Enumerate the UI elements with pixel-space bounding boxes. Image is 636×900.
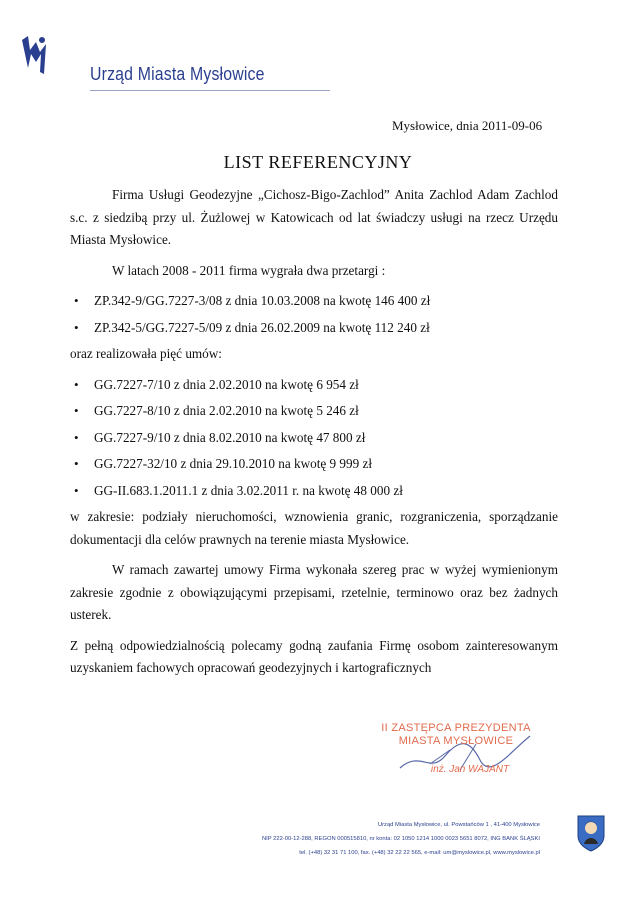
office-name: Urząd Miasta Mysłowice bbox=[90, 64, 265, 84]
scope-paragraph: w zakresie: podziały nieruchomości, wznowienia granic, rozgraniczenia, sporządzanie dokumentacji dla celów prawnych na terenie miasta Mysłowice. bbox=[70, 509, 558, 547]
tenders-list bbox=[70, 290, 558, 339]
bullet-icon: • bbox=[74, 456, 79, 471]
list-item: • ZP.342-5/GG.7227-5/09 z dnia 26.02.2009 na kwotę 112 240 zł bbox=[70, 317, 558, 340]
footer-address: Urząd Miasta Mysłowice, ul. Powstańców 1 , 41-400 Mysłowice bbox=[377, 822, 540, 828]
document-title: LIST REFERENCYJNY bbox=[223, 152, 413, 172]
header-divider bbox=[90, 90, 330, 91]
letter-body bbox=[70, 184, 558, 680]
list-item: • GG.7227-7/10 z dnia 2.02.2010 na kwotę 6 954 zł bbox=[70, 374, 558, 397]
list-item: • GG.7227-8/10 z dnia 2.02.2010 na kwotę 5 246 zł bbox=[70, 400, 558, 423]
performance-paragraph: W ramach zawartej umowy Firma wykonała szereg prac w wyżej wymienionym zakresie zgodnie z obowiązującymi przepisami, rzetelnie, terminowo oraz bez żadnych usterek. bbox=[70, 562, 558, 622]
list-item: • GG.7227-32/10 z dnia 29.10.2010 na kwotę 9 999 zł bbox=[70, 453, 558, 476]
bullet-icon: • bbox=[74, 376, 79, 392]
recommendation-paragraph: Z pełną odpowiedzialnością polecamy godną zaufania Firmę osobom zainteresowanym uzyskaniem fachowych opracowań geodezyjnych i kartograficznych bbox=[70, 637, 558, 675]
city-logo-icon bbox=[18, 34, 52, 78]
list-item: • GG-II.683.1.2011.1 z dnia 3.02.2011 r. na kwotę 48 000 zł bbox=[70, 480, 558, 503]
list-item: • GG.7227-9/10 z dnia 8.02.2010 na kwotę 47 800 zł bbox=[70, 427, 558, 450]
contracts-list bbox=[70, 374, 558, 503]
list-item: • ZP.342-9/GG.7227-3/08 z dnia 10.03.2008 na kwotę 146 400 zł bbox=[70, 290, 558, 313]
signature-role-line2: MIASTA MYSŁOWICE bbox=[398, 735, 514, 747]
tenders-intro: W latach 2008 - 2011 firma wygrała dwa przetargi : bbox=[112, 262, 386, 278]
bullet-icon: • bbox=[74, 403, 79, 418]
date-line: Mysłowice, dnia 2011-09-06 bbox=[392, 118, 543, 133]
bullet-icon: • bbox=[74, 293, 79, 308]
bullet-icon: • bbox=[74, 319, 79, 335]
bullet-icon: • bbox=[74, 482, 79, 498]
bullet-icon: • bbox=[74, 429, 79, 445]
contracts-intro: oraz realizowała pięć umów: bbox=[70, 346, 222, 361]
intro-paragraph: Firma Usługi Geodezyjne „Cichosz-Bigo-Zachlod” Anita Zachlod Adam Zachlod s.c. z siedzibą przy ul. Żużlowej w Katowicach od lat świadczy usługi na rzecz Urzędu Miasta Mysłowice. bbox=[70, 187, 558, 247]
city-crest-icon bbox=[576, 814, 606, 852]
signature-name: inż. Jan WAJANT bbox=[430, 764, 510, 775]
footer-contact bbox=[120, 818, 540, 860]
signature-role-line1: II ZASTĘPCA PREZYDENTA bbox=[381, 722, 531, 734]
footer-contacts: tel. (+48) 32 31 71 100, fax. (+48) 32 22 22 565, e-mail: um@myslowice.pl, www.myslowice.pl bbox=[299, 850, 540, 856]
signature-stamp bbox=[366, 722, 546, 775]
footer-registry: NIP 222-00-12-288, REGON 000515810, nr konta: 02 1050 1214 1000 0023 5651 8072, ING BANK ŚLĄSKI bbox=[261, 836, 540, 842]
